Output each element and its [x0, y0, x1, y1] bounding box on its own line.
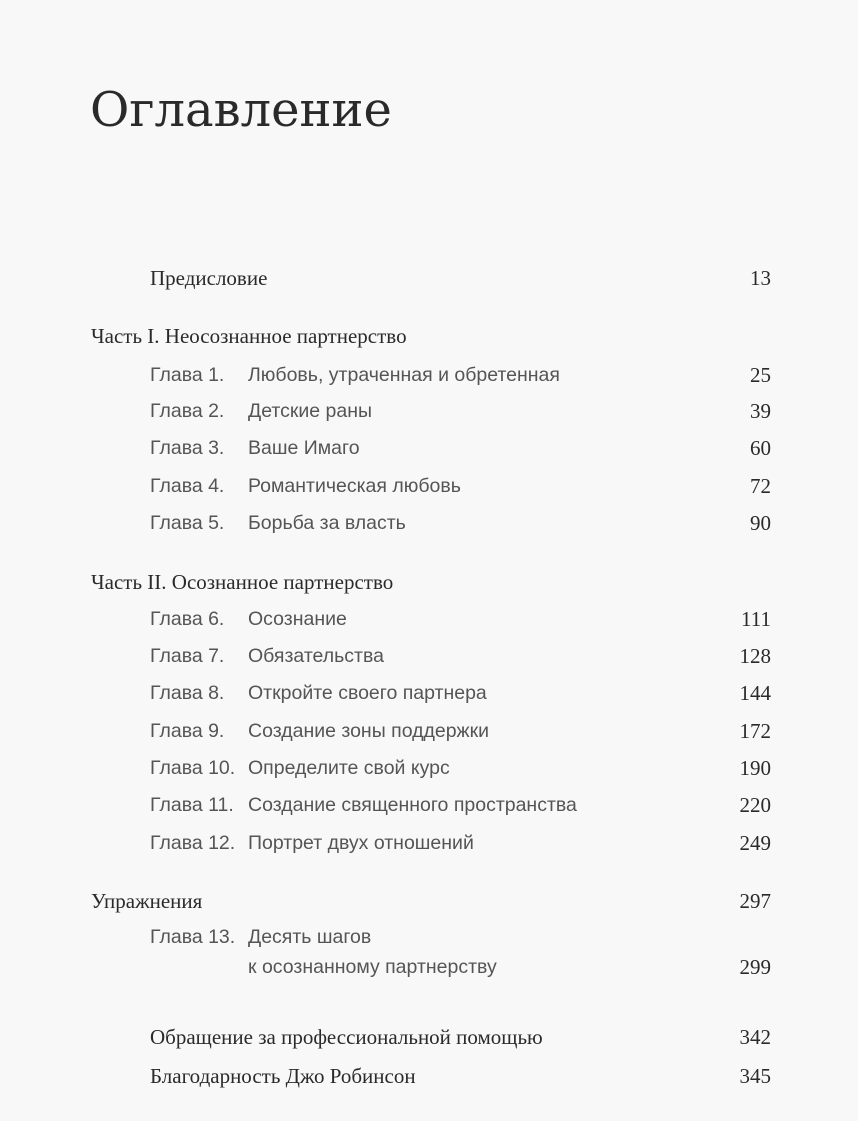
toc-entry-chapter-7[interactable] — [0, 642, 858, 670]
toc-entry-chapter-10[interactable] — [0, 754, 858, 782]
toc-entry-preface[interactable] — [0, 264, 858, 292]
page-number: 60 — [750, 436, 771, 460]
chapter-title: Детские раны — [248, 400, 373, 422]
chapter-number: Глава 2. — [150, 400, 225, 422]
page-number: 25 — [750, 363, 771, 387]
chapter-number: Глава 5. — [150, 512, 225, 534]
part-heading-1 — [0, 322, 858, 350]
entry-label: Предисловие — [150, 266, 268, 290]
toc-entry-chapter-8[interactable] — [0, 679, 858, 707]
chapter-number: Глава 4. — [150, 475, 225, 497]
entry-label: Благодарность Джо Робинсон — [150, 1064, 416, 1088]
toc-entry-chapter-12[interactable] — [0, 829, 858, 857]
toc-entry-exercises[interactable] — [0, 887, 858, 915]
part-label: Часть II. Осознанное партнерство — [91, 570, 394, 594]
toc-entry-chapter-5[interactable] — [0, 509, 858, 537]
page-number: 299 — [739, 955, 771, 979]
chapter-number: Глава 7. — [150, 645, 225, 667]
page-number: 249 — [739, 831, 771, 855]
toc-entry-chapter-9[interactable] — [0, 717, 858, 745]
toc-entry-chapter-1[interactable] — [0, 361, 858, 389]
part-heading-2 — [0, 568, 858, 596]
page-number: 128 — [739, 644, 771, 668]
page-number: 220 — [739, 793, 771, 817]
chapter-number: Глава 8. — [150, 682, 225, 704]
chapter-number: Глава 10. — [150, 757, 236, 779]
toc-entry-chapter-13-cont[interactable] — [0, 953, 858, 981]
chapter-title: Создание священного пространства — [248, 794, 577, 816]
toc-entry-chapter-13[interactable] — [0, 923, 858, 951]
chapter-number: Глава 13. — [150, 926, 236, 948]
toc-entry-chapter-6[interactable] — [0, 605, 858, 633]
page-number: 39 — [750, 399, 771, 423]
entry-label: Обращение за профессиональной помощью — [150, 1025, 543, 1049]
page-number: 297 — [739, 889, 771, 913]
entry-label: Упражнения — [91, 889, 203, 913]
chapter-number: Глава 12. — [150, 832, 236, 854]
page-number: 345 — [739, 1064, 771, 1088]
chapter-number: Глава 1. — [150, 364, 225, 386]
toc-entry-chapter-2[interactable] — [0, 397, 858, 425]
chapter-title: Осознание — [248, 608, 347, 630]
chapter-title: Создание зоны поддержки — [248, 720, 490, 742]
chapter-title-continued: к осознанному партнерству — [248, 956, 497, 978]
chapter-title: Обязательства — [248, 645, 384, 667]
toc-entry-acknowledgments[interactable] — [0, 1062, 858, 1090]
chapter-title: Романтическая любовь — [248, 475, 461, 497]
toc-entry-chapter-4[interactable] — [0, 472, 858, 500]
chapter-title: Определите свой курс — [248, 757, 450, 779]
page-title: Оглавление — [90, 82, 392, 138]
page-number: 72 — [750, 474, 771, 498]
page-number: 342 — [739, 1025, 771, 1049]
page-number: 190 — [739, 756, 771, 780]
chapter-number: Глава 11. — [150, 794, 234, 816]
chapter-title: Ваше Имаго — [248, 437, 360, 459]
chapter-title: Борьба за власть — [248, 512, 406, 534]
chapter-number: Глава 6. — [150, 608, 225, 630]
page-number: 111 — [741, 607, 771, 631]
chapter-title: Десять шагов — [248, 926, 372, 948]
chapter-number: Глава 9. — [150, 720, 225, 742]
chapter-number: Глава 3. — [150, 437, 225, 459]
toc-entry-chapter-11[interactable] — [0, 791, 858, 819]
page-number: 144 — [739, 681, 771, 705]
chapter-title: Портрет двух отношений — [248, 832, 474, 854]
toc-entry-professional-help[interactable] — [0, 1023, 858, 1051]
toc-entry-chapter-3[interactable] — [0, 434, 858, 462]
page-number: 90 — [750, 511, 771, 535]
chapter-title: Любовь, утраченная и обретенная — [248, 364, 560, 386]
page-number: 172 — [739, 719, 771, 743]
page-number: 13 — [750, 266, 771, 290]
chapter-title: Откройте своего партнера — [248, 682, 487, 704]
part-label: Часть I. Неосознанное партнерство — [91, 324, 407, 348]
